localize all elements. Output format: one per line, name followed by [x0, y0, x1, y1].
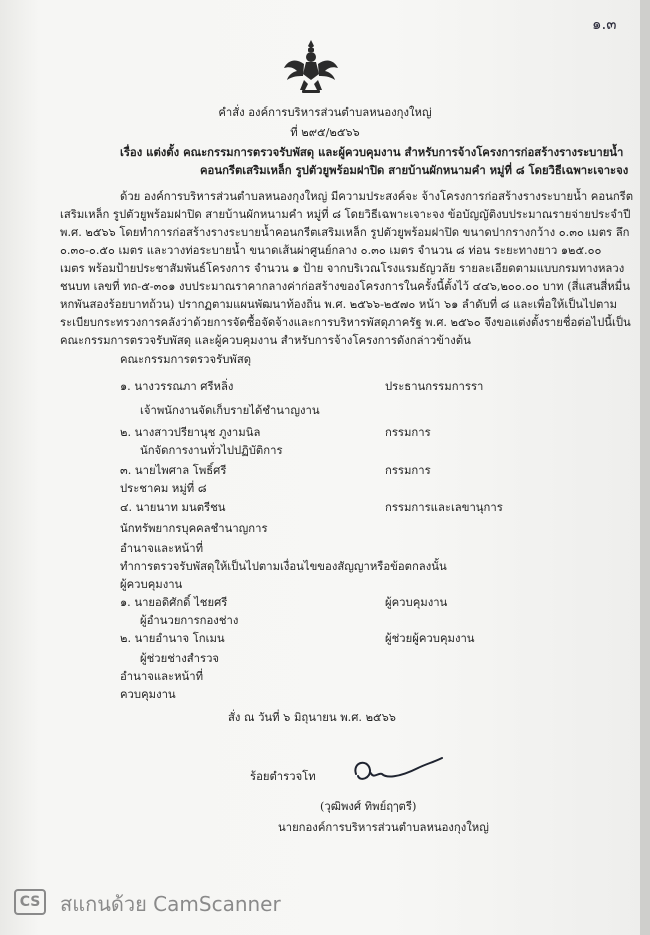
supervisor-duty-text: ควบคุมงาน — [120, 688, 176, 701]
camscanner-logo: CS — [14, 889, 46, 915]
committee-member-3-position: ประชาคม หมู่ที่ ๘ — [120, 482, 207, 495]
committee-member-2-position: นักจัดการงานทั่วไปปฏิบัติการ — [140, 444, 283, 457]
camscanner-watermark-text: สแกนด้วย CamScanner — [60, 892, 281, 916]
body-line-7: หกพันสองร้อยบาทถ้วน) ปรากฏตามแผนพัฒนาท้องถิ่น พ.ศ. ๒๕๖๖-๒๕๗๐ หน้า ๖๑ ลำดับที่ ๘ และเพื่อให้เป็นไปตาม — [60, 298, 618, 311]
subject-line-1: เรื่อง แต่งตั้ง คณะกรรมการตรวจรับพัสดุ และผู้ควบคุมงาน สำหรับการจ้างโครงการก่อสร้างรางระบายน้ำ — [120, 145, 624, 159]
body-line-8: ระเบียบกระทรวงการคลังว่าด้วยการจัดซื้อจัดจ้างและการบริหารพัสดุภาครัฐ พ.ศ. ๒๕๖๐ จึงขอแต่งตั้งรายชื่อต่อไปนี้เป็น — [60, 316, 631, 329]
body-line-6: ชนบท เลขที่ ทถ-๕-๓๐๑ งบประมาณราคากลางค่าก่อสร้างของโครงการในครั้งนี้ตั้งไว้ ๔๔๖,๒๐๐.๐๐ บาท (สี่แสนสี่หมื่น — [60, 280, 630, 293]
committee-heading: คณะกรรมการตรวจรับพัสดุ — [120, 353, 252, 366]
corner-handwritten-note: ๑.๓ — [592, 15, 617, 33]
body-line-3: พ.ศ. ๒๕๖๖ โดยทำการก่อสร้างรางระบายน้ำคอนกรีตเสริมเหล็ก รูปตัวยูพร้อมฝาปิด ขนาดปากรางกว้าง ๐.๓๐ เมตร ลึก — [60, 226, 630, 239]
page-edge — [640, 0, 650, 935]
committee-member-4-name: ๔. นายนาท มนตรีชน — [120, 501, 226, 514]
committee-member-1-name: ๑. นางวรรณภา ศรีหลิ่ง — [120, 380, 234, 393]
supervisor-2-name: ๒. นายอำนาจ โกเมน — [120, 632, 225, 645]
order-heading: คำสั่ง องค์การบริหารส่วนตำบลหนองกุงใหญ่ — [218, 106, 432, 119]
committee-member-2-name: ๒. นางสาวปรียานุช ภูงามนิล — [120, 426, 261, 439]
body-line-5: เมตร พร้อมป้ายประชาสัมพันธ์โครงการ จำนวน ๑ ป้าย จากบริเวณโรงแรมธัญวลัย รายละเอียดตามแบบกรมทางหลวง — [60, 262, 625, 275]
committee-member-2-role: กรรมการ — [385, 426, 431, 439]
signer-title: นายกองค์การบริหารส่วนตำบลหนองกุงใหญ่ — [278, 821, 489, 834]
committee-member-4-position: นักทรัพยากรบุคคลชำนาญการ — [120, 522, 268, 535]
supervisor-1-position: ผู้อำนวยการกองช่าง — [140, 614, 239, 627]
order-number: ที่ ๒๙๕/๒๕๖๖ — [290, 126, 360, 139]
committee-member-3-role: กรรมการ — [385, 464, 431, 477]
supervisor-2-role: ผู้ช่วยผู้ควบคุมงาน — [385, 632, 475, 645]
committee-member-1-role: ประธานกรรมการรา — [385, 380, 484, 393]
supervisor-heading: ผู้ควบคุมงาน — [120, 578, 183, 591]
signer-rank: ร้อยตำรวจโท — [250, 770, 316, 783]
body-line-9: คณะกรรมการตรวจรับพัสดุ และผู้ควบคุมงาน สำหรับการจ้างโครงการดังกล่าวข้างต้น — [60, 334, 471, 347]
body-line-4: ๐.๓๐-๐.๕๐ เมตร และวางท่อระบายน้ำ ขนาดเส้นผ่าศูนย์กลาง ๐.๓๐ เมตร จำนวน ๘ ท่อน ระยะทางยาว ๑๒๕.๐๐ — [60, 244, 602, 257]
garuda-emblem-icon — [282, 38, 340, 96]
committee-member-4-role: กรรมการและเลขานุการ — [385, 501, 503, 514]
committee-member-1-position: เจ้าพนักงานจัดเก็บรายได้ชำนาญงาน — [140, 404, 320, 417]
order-date: สั่ง ณ วันที่ ๖ มิถุนายน พ.ศ. ๒๕๖๖ — [228, 711, 396, 724]
supervisor-1-name: ๑. นายอดิศักดิ์ ไชยศรี — [120, 596, 228, 609]
body-line-2: เสริมเหล็ก รูปตัวยูพร้อมฝาปิด สายบ้านผักหนามคำ หมู่ที่ ๘ โดยวิธีเฉพาะเจาะจง ข้อบัญญัติงบประมาณรายจ่ายประจำปี — [60, 208, 631, 221]
supervisor-1-role: ผู้ควบคุมงาน — [385, 596, 448, 609]
supervisor-duty-heading: อำนาจและหน้าที่ — [120, 670, 204, 683]
committee-duty-heading: อำนาจและหน้าที่ — [120, 542, 204, 555]
committee-duty-text: ทำการตรวจรับพัสดุให้เป็นไปตามเงื่อนไขของสัญญาหรือข้อตกลงนั้น — [120, 560, 447, 573]
supervisor-2-position: ผู้ช่วยช่างสำรวจ — [140, 652, 220, 665]
subject-line-2: คอนกรีตเสริมเหล็ก รูปตัวยูพร้อมฝาปิด สายบ้านผักหนามคำ หมู่ที่ ๘ โดยวิธีเฉพาะเจาะจง — [200, 163, 629, 177]
signer-name: (วุฒิพงศ์ ทิพย์ฤๅตรี) — [320, 800, 417, 813]
committee-member-3-name: ๓. นายไพศาล โพธิ์ศรี — [120, 464, 227, 477]
body-line-1: ด้วย องค์การบริหารส่วนตำบลหนองกุงใหญ่ มีความประสงค์จะ จ้างโครงการก่อสร้างรางระบายน้ำ คอนกรีต — [120, 190, 634, 203]
handwritten-signature — [348, 752, 448, 792]
